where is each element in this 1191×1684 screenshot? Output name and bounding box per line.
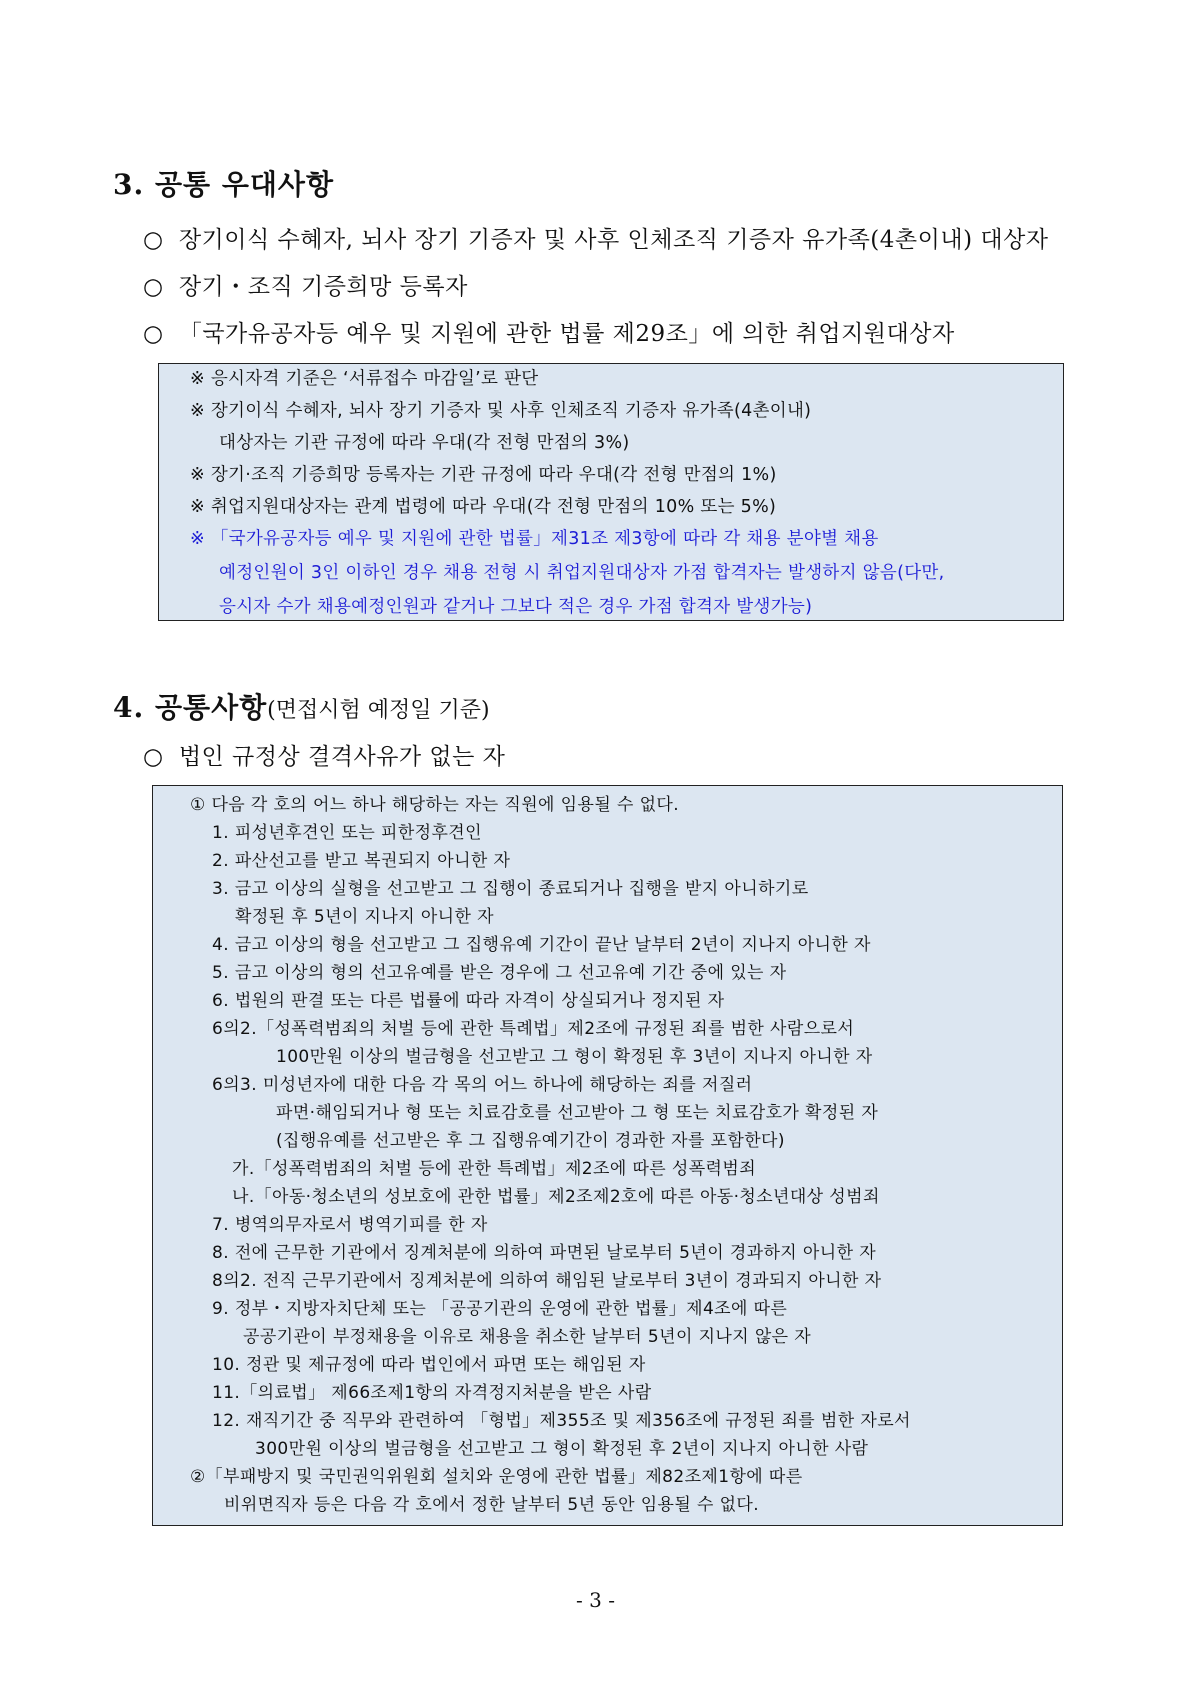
rule-line: 1. 피성년후견인 또는 피한정후견인 — [212, 823, 482, 843]
rule-line: 5. 금고 이상의 형의 선고유예를 받은 경우에 그 선고유예 기간 중에 있는 자 — [212, 963, 787, 983]
rule-line: ① 다음 각 호의 어느 하나 해당하는 자는 직원에 임용될 수 없다. — [190, 795, 680, 815]
note-line-highlight: ※ 「국가유공자등 예우 및 지원에 관한 법률」제31조 제3항에 따라 각 채용 분야별 채용 — [190, 529, 879, 549]
note-line-highlight: 예정인원이 3인 이하인 경우 채용 전형 시 취업지원대상자 가점 합격자는 발생하지 않음(다만, — [219, 563, 945, 583]
rule-line: 100만원 이상의 벌금형을 선고받고 그 형이 확정된 후 3년이 지나지 아니한 자 — [276, 1047, 873, 1067]
rule-line: 9. 정부・지방자치단체 또는 「공공기관의 운영에 관한 법률」제4조에 따른 — [212, 1299, 788, 1319]
circle-bullet-icon: ○ — [143, 321, 164, 347]
section-4-title-text: 4. 공통사항 — [113, 691, 268, 724]
section-3-title: 3. 공통 우대사항 — [113, 168, 335, 201]
section-4-subtitle: (면접시험 예정일 기준) — [267, 698, 490, 723]
rule-line: 10. 정관 및 제규정에 따라 법인에서 파면 또는 해임된 자 — [212, 1355, 646, 1375]
rule-line: 6. 법원의 판결 또는 다른 법률에 따라 자격이 상실되거나 정지된 자 — [212, 991, 725, 1011]
section-3-bullet-3 — [143, 315, 955, 348]
bullet-text: 법인 규정상 결격사유가 없는 자 — [178, 744, 506, 770]
rule-line: 가.「성폭력범죄의 처벌 등에 관한 특례법」제2조에 따른 성폭력범죄 — [232, 1159, 757, 1179]
rule-line: 확정된 후 5년이 지나지 아니한 자 — [235, 907, 494, 927]
rule-line: (집행유예를 선고받은 후 그 집행유예기간이 경과한 자를 포함한다) — [276, 1131, 785, 1151]
rule-line: 비위면직자 등은 다음 각 호에서 정한 날부터 5년 동안 임용될 수 없다. — [224, 1495, 760, 1515]
rule-line: ②「부패방지 및 국민권익위원회 설치와 운영에 관한 법률」제82조제1항에 따른 — [190, 1467, 803, 1487]
rule-line: 4. 금고 이상의 형을 선고받고 그 집행유예 기간이 끝난 날부터 2년이 지나지 아니한 자 — [212, 935, 871, 955]
rule-line: 11.「의료법」 제66조제1항의 자격정지처분을 받은 사람 — [212, 1383, 652, 1403]
circle-bullet-icon: ○ — [143, 744, 164, 770]
page-number: - 3 - — [576, 1588, 615, 1612]
note-line-highlight: 응시자 수가 채용예정인원과 같거나 그보다 적은 경우 가점 합격자 발생가능) — [219, 597, 813, 617]
bullet-text: 「국가유공자등 예우 및 지원에 관한 법률 제29조」에 의한 취업지원대상자 — [178, 321, 955, 347]
section-3-bullet-1 — [143, 221, 1049, 254]
rule-line: 12. 재직기간 중 직무와 관련하여 「형법」제355조 및 제356조에 규정된 죄를 범한 자로서 — [212, 1411, 911, 1431]
note-line: 대상자는 기관 규정에 따라 우대(각 전형 만점의 3%) — [219, 433, 630, 453]
rule-line: 나.「아동·청소년의 성보호에 관한 법률」제2조제2호에 따른 아동·청소년대상 성범죄 — [232, 1187, 880, 1207]
rule-line: 6의2.「성폭력범죄의 처벌 등에 관한 특례법」제2조에 규정된 죄를 범한 사람으로서 — [212, 1019, 855, 1039]
rule-line: 8의2. 전직 근무기관에서 징계처분에 의하여 해임된 날로부터 3년이 경과되지 아니한 자 — [212, 1271, 882, 1291]
note-line: ※ 장기이식 수혜자, 뇌사 장기 기증자 및 사후 인체조직 기증자 유가족(4촌이내) — [190, 401, 812, 421]
note-line: ※ 취업지원대상자는 관계 법령에 따라 우대(각 전형 만점의 10% 또는 5%) — [190, 497, 777, 517]
rule-line: 300만원 이상의 벌금형을 선고받고 그 형이 확정된 후 2년이 지나지 아니한 사람 — [255, 1439, 869, 1459]
section-4-bullet — [143, 738, 505, 771]
rule-line: 6의3. 미성년자에 대한 다음 각 목의 어느 하나에 해당하는 죄를 저질러 — [212, 1075, 753, 1095]
rule-line: 2. 파산선고를 받고 복권되지 아니한 자 — [212, 851, 511, 871]
rule-line: 3. 금고 이상의 실형을 선고받고 그 집행이 종료되거나 집행을 받지 아니하기로 — [212, 879, 809, 899]
rule-line: 8. 전에 근무한 기관에서 징계처분에 의하여 파면된 날로부터 5년이 경과하지 아니한 자 — [212, 1243, 877, 1263]
circle-bullet-icon: ○ — [143, 227, 164, 253]
note-line: ※ 응시자격 기준은 ‘서류접수 마감일’로 판단 — [190, 369, 539, 389]
section-4-title — [113, 686, 490, 726]
rule-line: 파면·해임되거나 형 또는 치료감호를 선고받아 그 형 또는 치료감호가 확정된 자 — [276, 1103, 879, 1123]
circle-bullet-icon: ○ — [143, 274, 164, 300]
bullet-text: 장기・조직 기증희망 등록자 — [178, 274, 468, 300]
rule-line: 공공기관이 부정채용을 이유로 채용을 취소한 날부터 5년이 지나지 않은 자 — [243, 1327, 812, 1347]
note-line: ※ 장기·조직 기증희망 등록자는 기관 규정에 따라 우대(각 전형 만점의 1%) — [190, 465, 777, 485]
section-3-bullet-2 — [143, 268, 468, 301]
rule-line: 7. 병역의무자로서 병역기피를 한 자 — [212, 1215, 488, 1235]
bullet-text: 장기이식 수혜자, 뇌사 장기 기증자 및 사후 인체조직 기증자 유가족(4촌이내) 대상자 — [178, 227, 1049, 253]
